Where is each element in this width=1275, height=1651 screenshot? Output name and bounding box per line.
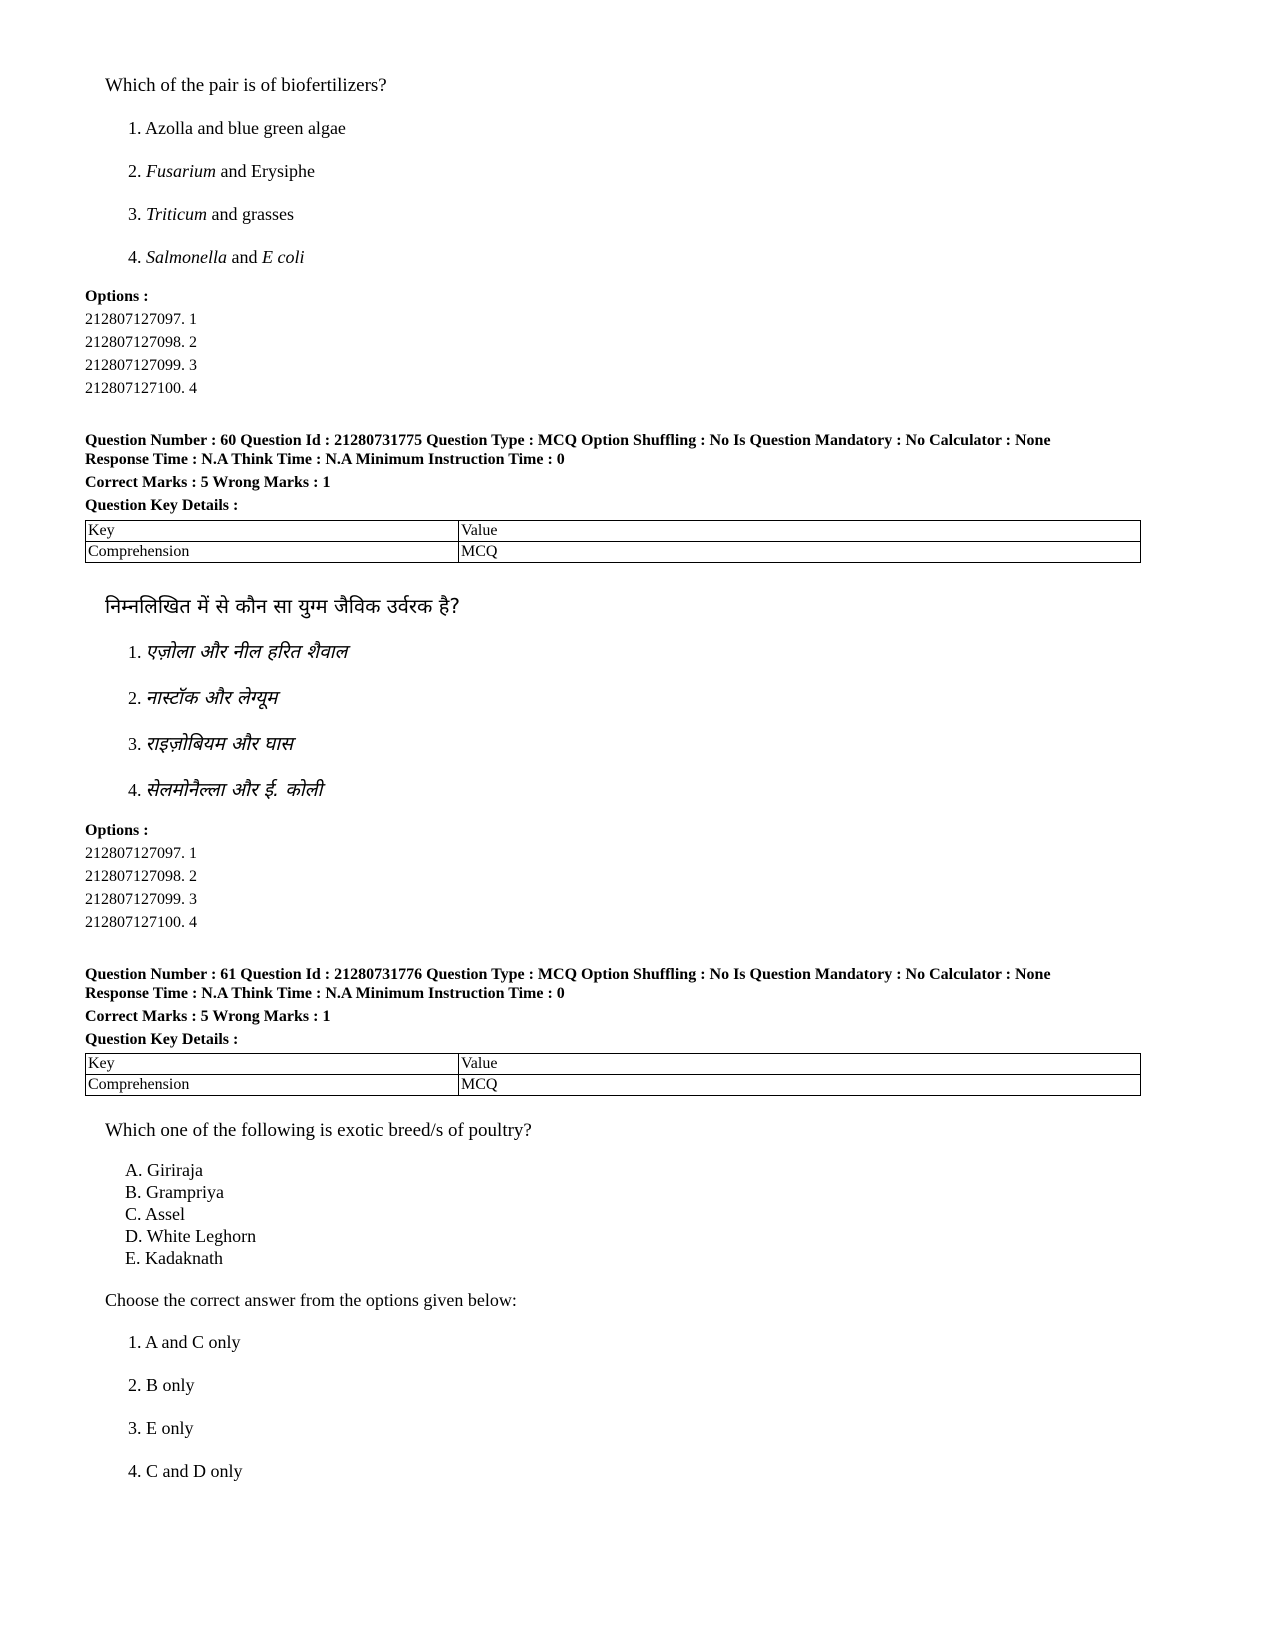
table-row — [86, 542, 1141, 563]
q60-key-table — [85, 520, 1141, 563]
q59-options-label: Options : — [85, 288, 149, 305]
q60-meta-line2: Response Time : N.A Think Time : N.A Minimum Instruction Time : 0 — [85, 451, 565, 468]
q59-option-4: 4. Salmonella and E coli — [128, 247, 305, 267]
q61-question-text: Which one of the following is exotic breed/s of poultry? — [105, 1120, 532, 1141]
q60-option-2: 2. नास्टॉक और लेग्यूम — [128, 687, 278, 709]
q60-option-id-4: 212807127100. 4 — [85, 914, 197, 931]
table-row — [86, 1075, 1141, 1096]
q59-option-3: 3. Triticum and grasses — [128, 204, 294, 224]
q61-option-4: 4. C and D only — [128, 1461, 243, 1481]
q61-statement-d: D. White Leghorn — [125, 1226, 257, 1246]
q60-marks: Correct Marks : 5 Wrong Marks : 1 — [85, 474, 331, 491]
table-header-key: Key — [86, 521, 459, 542]
q59-option-id-2: 212807127098. 2 — [85, 334, 197, 351]
q61-statement-a: A. Giriraja — [125, 1160, 203, 1180]
q61-statement-e: E. Kadaknath — [125, 1248, 223, 1268]
q60-option-id-3: 212807127099. 3 — [85, 891, 197, 908]
q59-option-1: 1. Azolla and blue green algae — [128, 118, 346, 138]
table-header-value: Value — [459, 1054, 1141, 1075]
q60-option-id-2: 212807127098. 2 — [85, 868, 197, 885]
q61-option-2: 2. B only — [128, 1375, 195, 1395]
q61-instruction: Choose the correct answer from the options given below: — [105, 1290, 517, 1310]
table-cell-value: MCQ — [459, 1075, 1141, 1096]
table-cell-key: Comprehension — [86, 542, 459, 563]
q61-meta-line2: Response Time : N.A Think Time : N.A Minimum Instruction Time : 0 — [85, 985, 565, 1002]
q61-meta-line1: Question Number : 61 Question Id : 21280731776 Question Type : MCQ Option Shuffling : No Is Question Mandatory : No Calculator : None — [85, 966, 1051, 983]
table-header-value: Value — [459, 521, 1141, 542]
q59-option-id-3: 212807127099. 3 — [85, 357, 197, 374]
q60-key-details-label: Question Key Details : — [85, 497, 239, 514]
q60-option-1: 1. एज़ोला और नील हरित शैवाल — [128, 641, 348, 663]
q60-options-label: Options : — [85, 822, 149, 839]
q59-option-id-4: 212807127100. 4 — [85, 380, 197, 397]
q61-option-1: 1. A and C only — [128, 1332, 241, 1352]
q59-option-2: 2. Fusarium and Erysiphe — [128, 161, 315, 181]
table-cell-key: Comprehension — [86, 1075, 459, 1096]
q60-option-3: 3. राइज़ोबियम और घास — [128, 733, 293, 755]
q61-marks: Correct Marks : 5 Wrong Marks : 1 — [85, 1008, 331, 1025]
table-row — [86, 521, 1141, 542]
table-header-key: Key — [86, 1054, 459, 1075]
q59-option-id-1: 212807127097. 1 — [85, 311, 197, 328]
q61-key-details-label: Question Key Details : — [85, 1031, 239, 1048]
q60-meta-line1: Question Number : 60 Question Id : 21280731775 Question Type : MCQ Option Shuffling : No Is Question Mandatory : No Calculator : None — [85, 432, 1051, 449]
table-row — [86, 1054, 1141, 1075]
table-cell-value: MCQ — [459, 542, 1141, 563]
q60-question-text-hindi: निम्नलिखित में से कौन सा युग्म जैविक उर्वरक है? — [105, 594, 461, 618]
q61-statement-b: B. Grampriya — [125, 1182, 224, 1202]
q61-option-3: 3. E only — [128, 1418, 194, 1438]
q59-question-text: Which of the pair is of biofertilizers? — [105, 75, 387, 96]
q61-key-table — [85, 1053, 1141, 1096]
q60-option-id-1: 212807127097. 1 — [85, 845, 197, 862]
q60-option-4: 4. सेलमोनैल्ला और ई. कोली — [128, 779, 323, 801]
q61-statement-c: C. Assel — [125, 1204, 186, 1224]
